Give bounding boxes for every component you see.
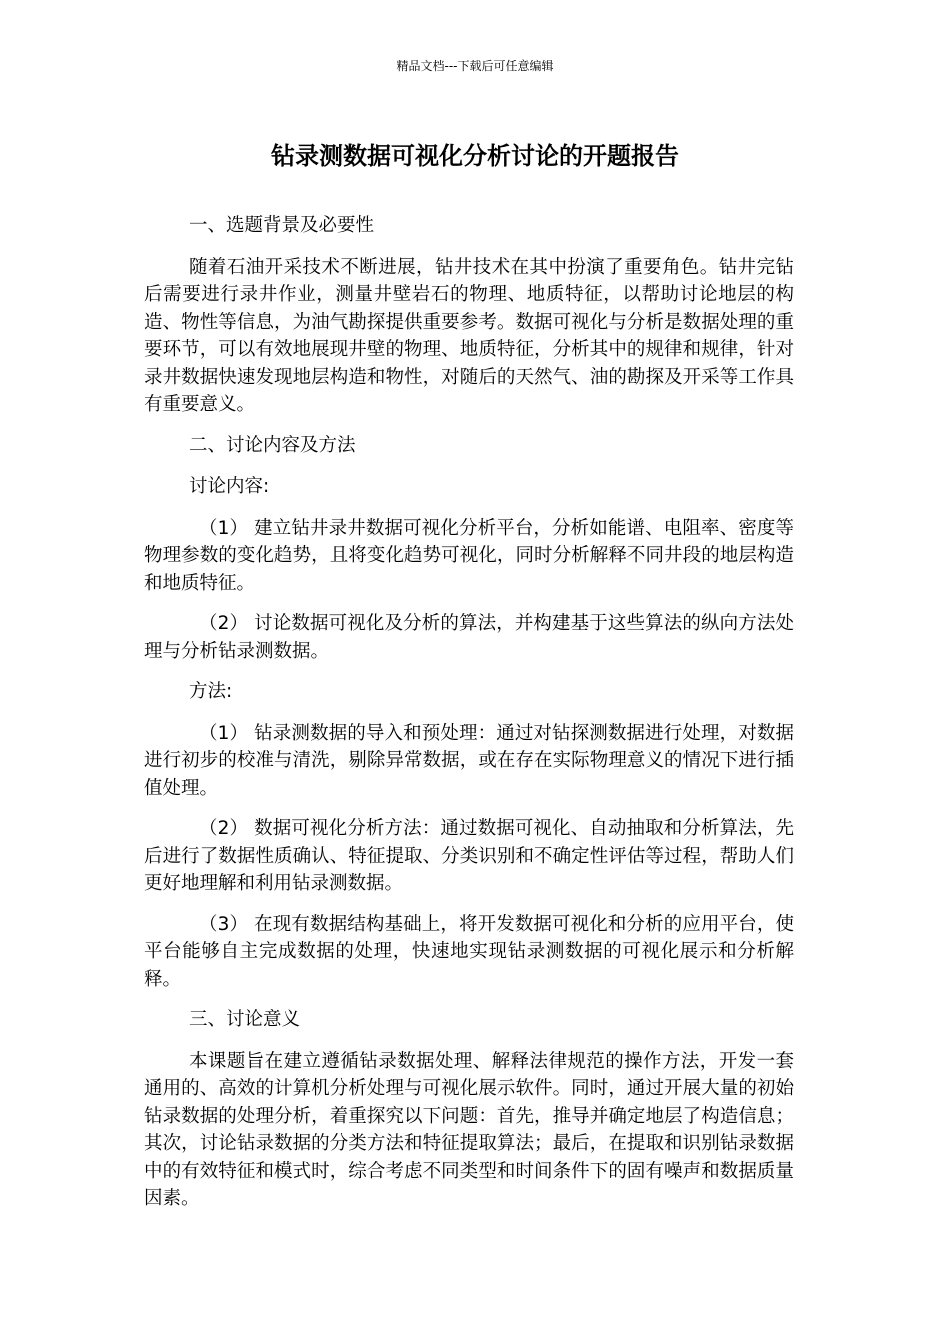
section-heading-background: 一、选题背景及必要性 xyxy=(189,215,375,236)
content-item-2: （2） 讨论数据可视化及分析的算法，并构建基于这些算法的纵向方法处理与分析钻录测数据。 xyxy=(144,613,794,662)
section-heading-content-method: 二、讨论内容及方法 xyxy=(189,434,356,456)
section-heading-significance: 三、讨论意义 xyxy=(189,1009,301,1030)
subheading-content: 讨论内容: xyxy=(189,476,270,497)
content-item-1: （1） 建立钻井录井数据可视化分析平台，分析如能谱、电阻率、密度等物理参数的变化趋势，且将变化趋势可视化，同时分析解释不同井段的地层构造和地质特征。 xyxy=(144,517,794,594)
subheading-method: 方法: xyxy=(189,681,233,702)
method-item-2: （2） 数据可视化分析方法：通过数据可视化、自动抽取和分析算法，先后进行了数据性质确认、特征提取、分类识别和不确定性评估等过程，帮助人们更好地理解和利用钻录测数据。 xyxy=(144,818,794,894)
document-title: 钻录测数据可视化分析讨论的开题报告 xyxy=(271,142,679,170)
paragraph-significance: 本课题旨在建立遵循钻录数据处理、解释法律规范的操作方法，开发一套通用的、高效的计算机分析处理与可视化展示软件。同时，通过开展大量的初始钻录数据的处理分析，着重探究以下问题：首先，推导并确定地层了构造信息；其次，讨论钻录数据的分类方法和特征提取算法；最后，在提取和识别钻录数据中的有效特征和模式时，综合考虑不同类型和时间条件下的固有噪声和数据质量因素。 xyxy=(144,1050,794,1209)
method-item-1: （1） 钻录测数据的导入和预处理：通过对钻探测数据进行处理，对数据进行初步的校准与清洗，剔除异常数据，或在存在实际物理意义的情况下进行插值处理。 xyxy=(144,722,794,799)
method-item-3: （3） 在现有数据结构基础上，将开发数据可视化和分析的应用平台，使平台能够自主完成数据的处理，快速地实现钻录测数据的可视化展示和分析解释。 xyxy=(144,913,794,990)
header-note: 精品文档---下载后可任意编辑 xyxy=(396,59,554,73)
document-body xyxy=(144,212,794,1226)
paragraph-background: 随着石油开采技术不断进展，钻井技术在其中扮演了重要角色。钻井完钻后需要进行录井作业，测量井壁岩石的物理、地质特征，以帮助讨论地层的构造、物性等信息，为油气勘探提供重要参考。数据可视化与分析是数据处理的重要环节，可以有效地展现井壁的物理、地质特征，分析其中的规律和规律，针对录井数据快速发现地层构造和物性，对随后的天然气、油的勘探及开采等工作具有重要意义。 xyxy=(144,256,794,415)
